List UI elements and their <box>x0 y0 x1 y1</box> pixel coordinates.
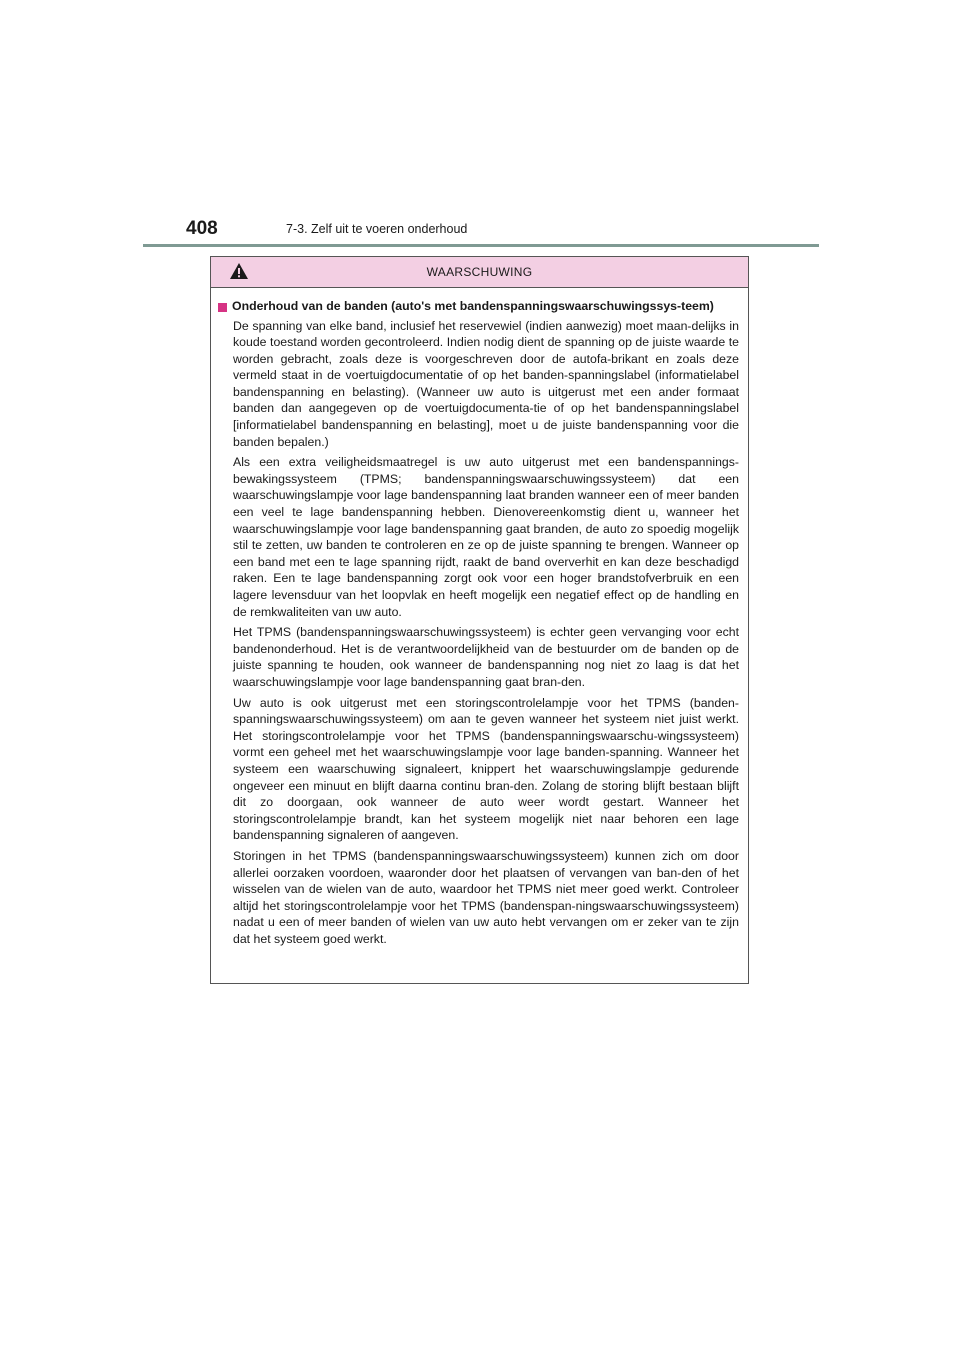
paragraph: Het TPMS (bandenspanningswaarschuwingssysteem) is echter geen vervanging voor echt bandenonderhoud. Het is de verantwoordelijkheid van de bestuurder om de banden op de juiste spanning te houden, ook wanneer de bandenspanning nog niet zo laag is dat het waarschuwingslampje voor lage bandenspanning gaat bran-den. <box>233 625 739 689</box>
square-bullet-icon <box>218 303 227 312</box>
paragraph: De spanning van elke band, inclusief het reservewiel (indien aanwezig) moet maan-delijks in koude toestand worden gecontroleerd. Indien nodig dient de spanning op de juiste waarde te worden gebracht, zoals deze is voorgeschreven door de autofa-brikant en zoals deze vermeld staat in de voertuigdocumentatie of op het banden-spanningslabel (informatielabel bandenspanning en belasting). (Wanneer uw auto is uitgerust met een ander formaat banden dan aangegeven op de voertuigdocumenta-tie of op het bandenspanningslabel [informatielabel bandenspanning en belasting], moet u de juiste bandenspanning voor die banden bepalen.) <box>233 318 739 449</box>
page-number: 408 <box>186 218 218 239</box>
warning-header <box>211 257 748 288</box>
paragraph: Als een extra veiligheidsmaatregel is uw auto uitgerust met een bandenspannings-bewakingssysteem (TPMS; bandenspanningswaarschuwingssysteem) dat een waarschuwingslampje voor lage bandenspanning laat branden wanneer een of meer banden een veel te lage bandenspanning hebben. Dienovereenkomstig dient u, wanneer het waarschuwingslampje voor lage bandenspanning gaat branden, de auto zo spoedig mogelijk stil te zetten, uw banden te controleren en ze op de juiste spanning te brengen. Wanneer op een band met een te lage spanning rijdt, raakt de band oververhit en kan deze beschadigd raken. Een te lage bandenspanning zorgt ook voor een hoger brandstofverbruik en een lagere levensduur van het loopvlak en heeft mogelijk een negatief effect op de handling en de remkwaliteiten van uw auto. <box>233 455 739 619</box>
warning-triangle-icon <box>229 262 249 280</box>
paragraph: Uw auto is ook uitgerust met een storingscontrolelampje voor het TPMS (banden-spanningswaarschuwingssysteem) om aan te geven wanneer het systeem niet juist werkt. Het storingscontrolelampje voor het TPMS (bandenspanningswaarschu-wingssysteem) vormt een geheel met het waarschuwingslampje voor lage banden-spanning. Wanneer het systeem een waarschuwing signaleert, knippert het waarschuwingslampje gedurende ongeveer een minuut en blijft daarna continu bran-den. Zolang de storing blijft bestaan blijft dit zo doorgaan, ook wanneer de auto weer wordt gestart. Wanneer het storingscontrolelampje brandt, kan het systeem mogelijk niet naar behoren een lage bandenspanning signaleren of aangeven. <box>233 695 739 843</box>
topic-title: Onderhoud van de banden (auto's met bandenspanningswaarschuwingssys-teem) <box>232 299 714 313</box>
page-header <box>186 218 826 240</box>
warning-topic <box>218 298 739 315</box>
paragraph: Storingen in het TPMS (bandenspanningswaarschuwingssysteem) kunnen zich om door allerlei oorzaken voordoen, waaronder door het plaatsen of vervangen van ban-den of het wisselen van de wielen van de auto, waardoor het TPMS niet meer goed werkt. Controleer altijd het storingscontrolelampje voor het TPMS (bandenspan-ningswaarschuwingssysteem) nadat u een of meer banden of wielen van uw auto hebt vervangen om er zeker van te zijn dat het systeem goed werkt. <box>233 848 739 946</box>
warning-body <box>211 288 748 947</box>
section-title: 7-3. Zelf uit te voeren onderhoud <box>286 222 468 236</box>
warning-title: WAARSCHUWING <box>426 265 533 279</box>
warning-box <box>210 256 749 984</box>
header-divider <box>143 244 819 247</box>
